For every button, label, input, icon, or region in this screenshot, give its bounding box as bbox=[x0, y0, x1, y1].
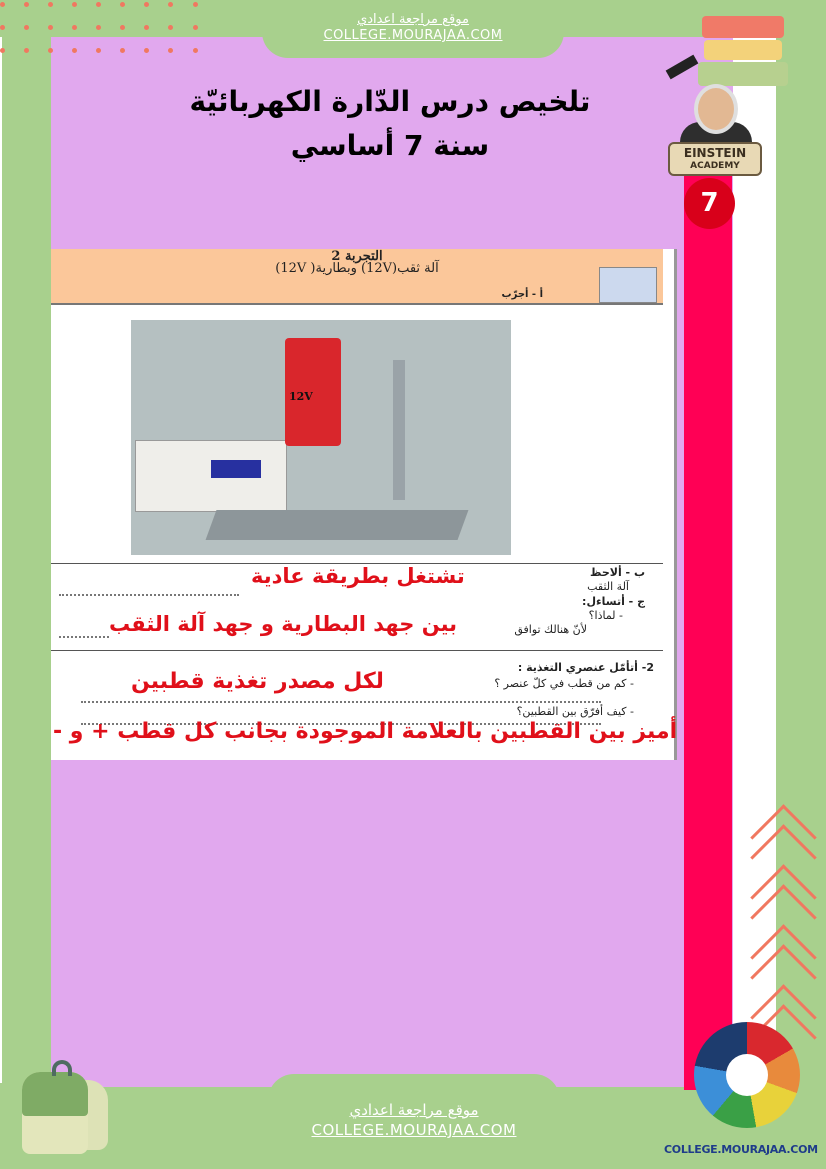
decorative-dots bbox=[0, 0, 210, 55]
footer-site-url[interactable]: COLLEGE.MOURAJAA.COM bbox=[311, 1121, 517, 1139]
drill-stand-base bbox=[206, 510, 469, 540]
book-icon bbox=[704, 40, 782, 60]
title-line-1: تلخيص درس الدّارة الكهربائيّة bbox=[189, 85, 591, 118]
footer-banner[interactable] bbox=[268, 1074, 560, 1169]
child-illustration-icon bbox=[599, 267, 657, 303]
site-url[interactable]: COLLEGE.MOURAJAA.COM bbox=[323, 28, 503, 43]
drill-motor: 12V bbox=[285, 338, 341, 446]
drill-battery-photo bbox=[131, 320, 511, 555]
chevron-decoration bbox=[742, 800, 826, 1040]
book-icon bbox=[702, 16, 784, 38]
footer-site-name-arabic[interactable]: موقع مراجعة اعدادي bbox=[349, 1101, 479, 1119]
page-title bbox=[180, 80, 600, 168]
section-2-answer-1: لكل مصدر تغذية قطبين bbox=[131, 669, 384, 694]
einstein-face bbox=[694, 84, 738, 134]
step-c-answer: بين جهد البطارية و جهد آلة الثقب bbox=[109, 612, 458, 636]
step-b-prompt: آلة الثقب bbox=[587, 580, 629, 593]
answer-line bbox=[59, 636, 109, 638]
experiment-title: التجربة 2 bbox=[331, 249, 383, 264]
logo-plate bbox=[668, 142, 762, 176]
backpack-flap bbox=[22, 1072, 88, 1116]
backpack-handle bbox=[52, 1060, 72, 1076]
footer-logo-text: COLLEGE.MOURAJAA.COM bbox=[664, 1143, 818, 1156]
step-b-label: ب - ألاحظ bbox=[590, 566, 645, 579]
drill-stand-pole bbox=[393, 360, 405, 500]
backpack-icon bbox=[22, 1060, 108, 1156]
step-c-prompt: لأنّ هنالك توافق bbox=[514, 623, 587, 636]
section-2-question-1: - كم من قطب في كلّ عنصر ؟ bbox=[494, 677, 634, 690]
observation-section bbox=[51, 563, 663, 651]
left-green-border bbox=[2, 37, 51, 1097]
step-a-label: أ - أجرّب bbox=[501, 289, 543, 300]
graduation-cap-icon bbox=[666, 55, 699, 80]
experiment-subtitle: آلة ثقب(12V) وبطارية( 12V) bbox=[275, 261, 439, 276]
worksheet-scan bbox=[51, 249, 677, 760]
book-icon bbox=[698, 62, 788, 86]
header-banner[interactable] bbox=[262, 0, 564, 58]
title-line-2: سنة 7 أساسي bbox=[290, 129, 490, 162]
site-name-arabic[interactable]: موقع مراجعة اعدادي bbox=[357, 12, 469, 27]
step-c-question: - لماذا؟ bbox=[588, 609, 623, 622]
logo-name-line-2: ACADEMY bbox=[690, 161, 740, 171]
battery-label bbox=[211, 460, 261, 478]
logo-name-line-1: EINSTEIN bbox=[683, 146, 747, 160]
step-b-answer: تشتغل بطريقة عادية bbox=[251, 564, 465, 588]
answer-line bbox=[59, 594, 239, 596]
worksheet-header bbox=[51, 249, 663, 305]
grade-badge: 7 bbox=[684, 178, 735, 229]
einstein-academy-logo bbox=[662, 14, 768, 174]
side-accent-bar bbox=[684, 170, 732, 1090]
section-2-question-2: - كيف أفرّق بين القطبين؟ bbox=[516, 705, 634, 718]
section-2-title: 2- أتأمّل عنصري التغذية : bbox=[517, 661, 654, 674]
answer-line bbox=[81, 701, 601, 703]
step-c-label: ج - أتساءل: bbox=[582, 595, 645, 608]
wheel-center bbox=[726, 1054, 768, 1096]
section-2-answer-2: أميز بين القطبين بالعلامة الموجودة بجانب كل قطب + و - bbox=[53, 719, 678, 744]
subjects-wheel-logo bbox=[694, 1022, 800, 1128]
